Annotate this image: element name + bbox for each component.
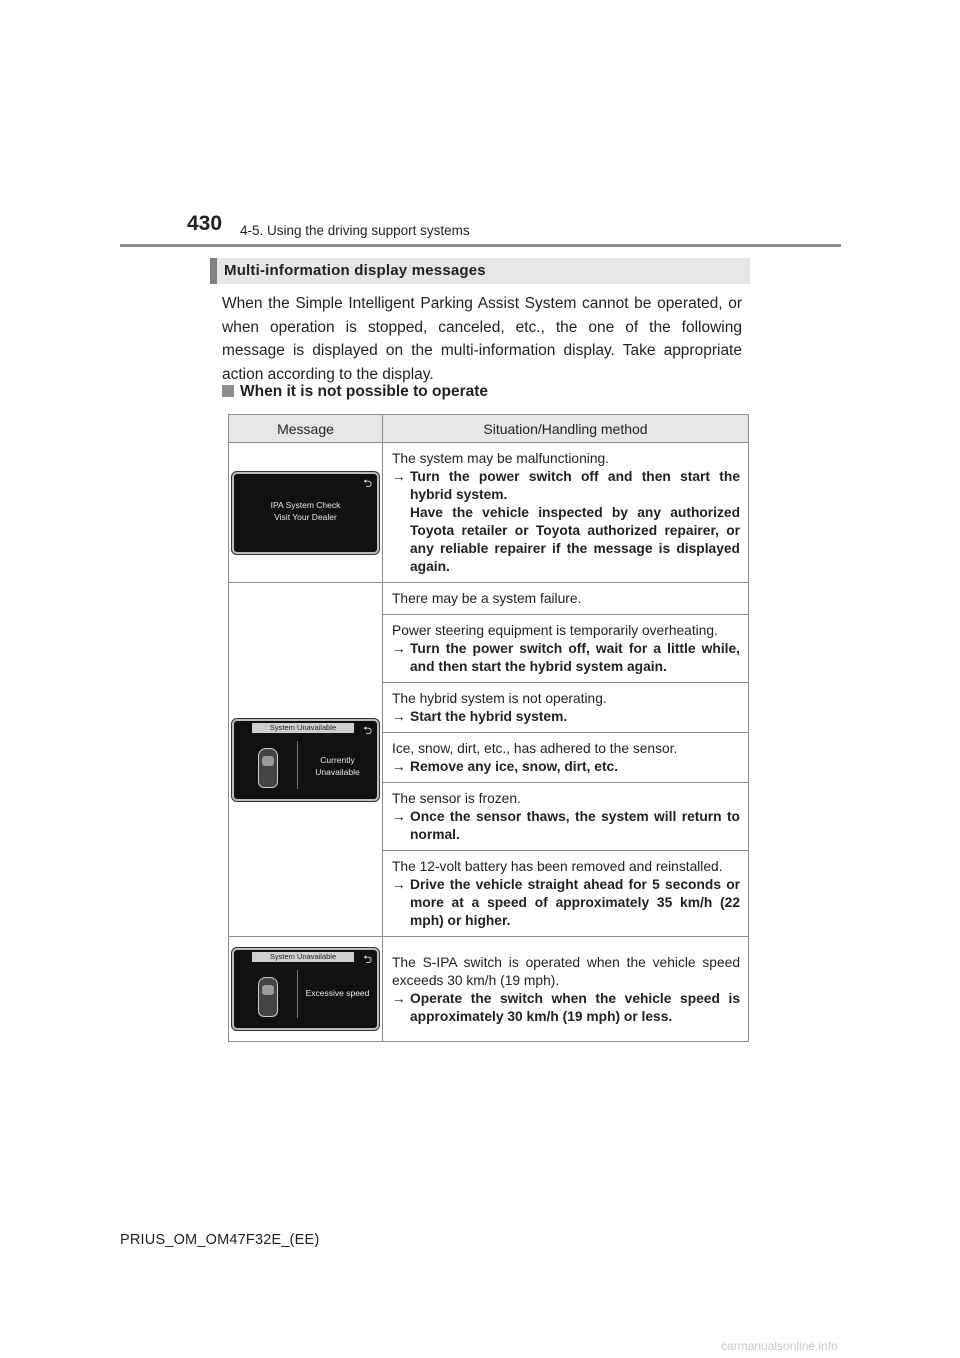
arrow-icon: → [392,990,406,1006]
action-text: Drive the vehicle straight ahead for 5 seconds or more at a speed of approximately 35 km/h (22 mph) or higher. [410,877,740,928]
message-cell [229,583,383,937]
chapter-title: 4-5. Using the driving support systems [240,223,470,238]
message-cell [229,443,383,583]
action-text: Turn the power switch off and then start the hybrid system. [410,469,740,502]
situation-text: The system may be malfunctioning. [392,451,610,466]
action-text: Operate the switch when the vehicle speed is approximately 30 km/h (19 mph) or less. [410,990,740,1024]
section-marker [210,258,217,284]
table-row [229,443,749,583]
arrow-icon: → [392,759,406,774]
handling-action [392,808,740,844]
table-header-row [229,415,749,443]
section-heading-bar [210,258,750,284]
header-rule [120,244,841,247]
screen-line: Unavailable [315,766,360,777]
situation-text: The S-IPA switch is operated when the vehicle speed exceeds 30 km/h (19 mph). [392,954,740,988]
situation-cell [383,733,749,783]
return-icon: ⮌ [363,954,372,966]
document-code: PRIUS_OM_OM47F32E_(EE) [120,1232,320,1248]
column-header-situation: Situation/Handling method [383,415,749,443]
situation-cell [383,937,749,1042]
arrow-icon: → [392,877,406,892]
screen-divider [297,741,298,789]
action-text: Once the sensor thaws, the system will return to normal. [410,809,740,842]
situation-cell [383,443,749,583]
arrow-icon: → [392,469,406,484]
situation-text: Power steering equipment is temporarily overheating. [392,623,718,638]
arrow-icon: → [392,641,406,656]
action-text: Remove any ice, snow, dirt, etc. [410,759,619,774]
square-bullet-icon [222,385,234,397]
screen-line: IPA System Check [270,499,341,510]
situation-text: Ice, snow, dirt, etc., has adhered to the sensor. [392,741,678,756]
message-cell [229,937,383,1042]
screen-line: Currently [320,754,355,765]
status-tag: System Unavailable [252,723,354,733]
car-icon [258,748,278,788]
display-screen-currently-unavailable [232,719,379,801]
table-row [229,583,749,615]
watermark: carmanualsonline.info [721,1339,838,1353]
situation-text: There may be a system failure. [392,591,582,606]
intro-paragraph: When the Simple Intelligent Parking Assist System cannot be operated, or when operation is stopped, canceled, etc., the one of the following message is displayed on the multi-information display. Take appropriate action according to the display. [222,295,742,383]
table-row [229,937,749,1042]
situation-text: The hybrid system is not operating. [392,691,607,706]
arrow-icon: → [392,809,406,824]
action-text: Start the hybrid system. [410,709,568,724]
arrow-icon: → [392,709,406,724]
messages-table [228,414,749,1042]
handling-action [392,468,740,504]
situation-cell [383,615,749,683]
handling-action [392,640,740,676]
status-tag: System Unavailable [252,952,354,962]
section-title: Multi-information display messages [224,262,486,279]
situation-cell [383,583,749,615]
return-icon: ⮌ [363,724,372,737]
screen-divider [297,970,298,1018]
handling-action [392,758,740,776]
subheading [222,383,488,401]
action-text: Turn the power switch off, wait for a little while, and then start the hybrid system again. [410,641,740,674]
handling-action [392,876,740,930]
situation-cell [383,683,749,733]
situation-cell [383,851,749,937]
screen-line: Excessive speed [305,988,370,998]
column-header-message: Message [229,415,383,443]
return-icon: ⮌ [363,477,372,490]
subheading-text: When it is not possible to operate [240,383,489,400]
car-icon [258,977,278,1017]
page-number: 430 [187,212,223,235]
situation-text: The 12-volt battery has been removed and reinstalled. [392,859,723,874]
handling-action [392,708,740,726]
screen-line: Visit Your Dealer [274,511,337,522]
situation-cell [383,783,749,851]
action-continuation: Have the vehicle inspected by any authorized Toyota retailer or Toyota authorized repairer, or any reliable repairer if the message is displayed again. [410,505,740,574]
display-screen-ipa-check [232,472,379,554]
situation-text: The sensor is frozen. [392,791,521,806]
display-screen-excessive-speed [232,948,379,1030]
handling-action [392,990,740,1026]
